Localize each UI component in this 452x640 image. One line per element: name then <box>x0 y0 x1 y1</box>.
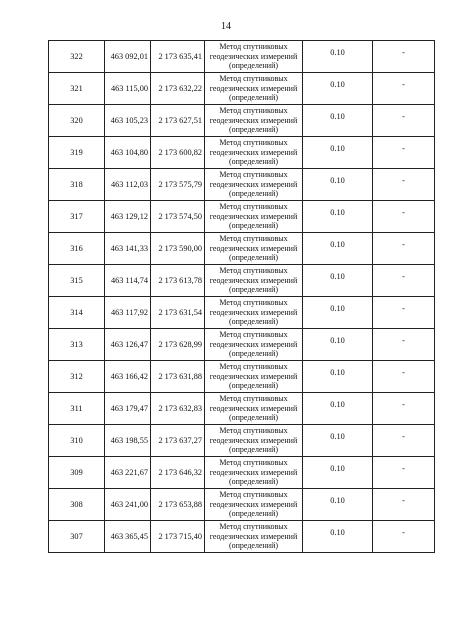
extra-cell-text: - <box>402 367 405 377</box>
point-number-cell: 315 <box>49 265 105 297</box>
x-coordinate-cell: 463 126,47 <box>105 329 151 361</box>
x-coordinate-cell: 463 112,03 <box>105 169 151 201</box>
table-row <box>49 73 435 105</box>
table-row <box>49 201 435 233</box>
y-coordinate-cell: 2 173 631,88 <box>151 361 205 393</box>
accuracy-cell-text: 0.10 <box>330 367 345 377</box>
x-coordinate-cell: 463 198,55 <box>105 425 151 457</box>
extra-cell <box>373 233 435 265</box>
extra-cell-text: - <box>402 239 405 249</box>
method-cell: Метод спутниковых геодезических измерений (определений) <box>205 41 303 73</box>
extra-cell-text: - <box>402 335 405 345</box>
accuracy-cell-text: 0.10 <box>330 527 345 537</box>
accuracy-cell <box>303 233 373 265</box>
accuracy-cell <box>303 329 373 361</box>
y-coordinate-cell: 2 173 637,27 <box>151 425 205 457</box>
extra-cell <box>373 265 435 297</box>
y-coordinate-cell: 2 173 590,00 <box>151 233 205 265</box>
extra-cell <box>373 361 435 393</box>
extra-cell <box>373 489 435 521</box>
x-coordinate-cell: 463 179,47 <box>105 393 151 425</box>
extra-cell-text: - <box>402 303 405 313</box>
extra-cell <box>373 393 435 425</box>
coordinates-table <box>48 40 435 553</box>
coordinates-table-body <box>49 41 435 553</box>
y-coordinate-cell: 2 173 646,32 <box>151 457 205 489</box>
method-cell: Метод спутниковых геодезических измерений (определений) <box>205 361 303 393</box>
point-number-cell: 318 <box>49 169 105 201</box>
x-coordinate-cell: 463 241,00 <box>105 489 151 521</box>
y-coordinate-cell: 2 173 715,40 <box>151 521 205 553</box>
point-number-cell: 322 <box>49 41 105 73</box>
accuracy-cell <box>303 105 373 137</box>
y-coordinate-cell: 2 173 653,88 <box>151 489 205 521</box>
accuracy-cell-text: 0.10 <box>330 79 345 89</box>
accuracy-cell-text: 0.10 <box>330 111 345 121</box>
table-row <box>49 297 435 329</box>
extra-cell <box>373 425 435 457</box>
accuracy-cell <box>303 73 373 105</box>
y-coordinate-cell: 2 173 574,50 <box>151 201 205 233</box>
accuracy-cell-text: 0.10 <box>330 207 345 217</box>
point-number-cell: 313 <box>49 329 105 361</box>
extra-cell <box>373 297 435 329</box>
extra-cell-text: - <box>402 495 405 505</box>
accuracy-cell <box>303 457 373 489</box>
x-coordinate-cell: 463 104,80 <box>105 137 151 169</box>
y-coordinate-cell: 2 173 635,41 <box>151 41 205 73</box>
extra-cell-text: - <box>402 79 405 89</box>
extra-cell <box>373 105 435 137</box>
extra-cell-text: - <box>402 399 405 409</box>
point-number-cell: 310 <box>49 425 105 457</box>
method-cell: Метод спутниковых геодезических измерений (определений) <box>205 73 303 105</box>
accuracy-cell-text: 0.10 <box>330 303 345 313</box>
x-coordinate-cell: 463 117,92 <box>105 297 151 329</box>
extra-cell-text: - <box>402 143 405 153</box>
extra-cell-text: - <box>402 431 405 441</box>
extra-cell-text: - <box>402 207 405 217</box>
page-number: 14 <box>221 21 231 32</box>
table-row <box>49 41 435 73</box>
accuracy-cell-text: 0.10 <box>330 399 345 409</box>
y-coordinate-cell: 2 173 628,99 <box>151 329 205 361</box>
table-row <box>49 489 435 521</box>
table-row <box>49 361 435 393</box>
extra-cell-text: - <box>402 271 405 281</box>
point-number-cell: 309 <box>49 457 105 489</box>
method-cell: Метод спутниковых геодезических измерений (определений) <box>205 457 303 489</box>
table-row <box>49 169 435 201</box>
point-number-cell: 314 <box>49 297 105 329</box>
x-coordinate-cell: 463 221,67 <box>105 457 151 489</box>
y-coordinate-cell: 2 173 632,83 <box>151 393 205 425</box>
x-coordinate-cell: 463 129,12 <box>105 201 151 233</box>
table-row <box>49 137 435 169</box>
accuracy-cell <box>303 489 373 521</box>
point-number-cell: 316 <box>49 233 105 265</box>
point-number-cell: 311 <box>49 393 105 425</box>
accuracy-cell <box>303 425 373 457</box>
x-coordinate-cell: 463 105,23 <box>105 105 151 137</box>
method-cell: Метод спутниковых геодезических измерений (определений) <box>205 265 303 297</box>
accuracy-cell <box>303 521 373 553</box>
x-coordinate-cell: 463 092,01 <box>105 41 151 73</box>
extra-cell <box>373 73 435 105</box>
extra-cell-text: - <box>402 47 405 57</box>
extra-cell <box>373 457 435 489</box>
method-cell: Метод спутниковых геодезических измерений (определений) <box>205 169 303 201</box>
table-row <box>49 233 435 265</box>
extra-cell <box>373 41 435 73</box>
x-coordinate-cell: 463 365,45 <box>105 521 151 553</box>
method-cell: Метод спутниковых геодезических измерений (определений) <box>205 521 303 553</box>
accuracy-cell <box>303 265 373 297</box>
accuracy-cell <box>303 201 373 233</box>
accuracy-cell-text: 0.10 <box>330 335 345 345</box>
extra-cell-text: - <box>402 111 405 121</box>
x-coordinate-cell: 463 115,00 <box>105 73 151 105</box>
method-cell: Метод спутниковых геодезических измерений (определений) <box>205 329 303 361</box>
method-cell: Метод спутниковых геодезических измерений (определений) <box>205 393 303 425</box>
point-number-cell: 307 <box>49 521 105 553</box>
point-number-cell: 321 <box>49 73 105 105</box>
accuracy-cell <box>303 41 373 73</box>
accuracy-cell <box>303 169 373 201</box>
accuracy-cell <box>303 297 373 329</box>
y-coordinate-cell: 2 173 631,54 <box>151 297 205 329</box>
y-coordinate-cell: 2 173 613,78 <box>151 265 205 297</box>
accuracy-cell <box>303 137 373 169</box>
table-row <box>49 105 435 137</box>
point-number-cell: 312 <box>49 361 105 393</box>
extra-cell <box>373 329 435 361</box>
method-cell: Метод спутниковых геодезических измерений (определений) <box>205 233 303 265</box>
method-cell: Метод спутниковых геодезических измерений (определений) <box>205 297 303 329</box>
y-coordinate-cell: 2 173 632,22 <box>151 73 205 105</box>
extra-cell <box>373 169 435 201</box>
accuracy-cell-text: 0.10 <box>330 431 345 441</box>
accuracy-cell <box>303 361 373 393</box>
x-coordinate-cell: 463 166,42 <box>105 361 151 393</box>
extra-cell-text: - <box>402 175 405 185</box>
table-row <box>49 425 435 457</box>
table-row <box>49 329 435 361</box>
table-row <box>49 521 435 553</box>
y-coordinate-cell: 2 173 600,82 <box>151 137 205 169</box>
point-number-cell: 317 <box>49 201 105 233</box>
table-row <box>49 457 435 489</box>
extra-cell <box>373 137 435 169</box>
extra-cell-text: - <box>402 527 405 537</box>
method-cell: Метод спутниковых геодезических измерений (определений) <box>205 137 303 169</box>
method-cell: Метод спутниковых геодезических измерений (определений) <box>205 105 303 137</box>
accuracy-cell-text: 0.10 <box>330 143 345 153</box>
accuracy-cell-text: 0.10 <box>330 495 345 505</box>
method-cell: Метод спутниковых геодезических измерений (определений) <box>205 201 303 233</box>
point-number-cell: 308 <box>49 489 105 521</box>
method-cell: Метод спутниковых геодезических измерений (определений) <box>205 425 303 457</box>
extra-cell <box>373 201 435 233</box>
accuracy-cell-text: 0.10 <box>330 175 345 185</box>
method-cell: Метод спутниковых геодезических измерений (определений) <box>205 489 303 521</box>
x-coordinate-cell: 463 141,33 <box>105 233 151 265</box>
point-number-cell: 319 <box>49 137 105 169</box>
table-row <box>49 393 435 425</box>
point-number-cell: 320 <box>49 105 105 137</box>
y-coordinate-cell: 2 173 627,51 <box>151 105 205 137</box>
accuracy-cell-text: 0.10 <box>330 463 345 473</box>
y-coordinate-cell: 2 173 575,79 <box>151 169 205 201</box>
extra-cell <box>373 521 435 553</box>
extra-cell-text: - <box>402 463 405 473</box>
accuracy-cell-text: 0.10 <box>330 47 345 57</box>
x-coordinate-cell: 463 114,74 <box>105 265 151 297</box>
accuracy-cell-text: 0.10 <box>330 239 345 249</box>
accuracy-cell-text: 0.10 <box>330 271 345 281</box>
accuracy-cell <box>303 393 373 425</box>
table-row <box>49 265 435 297</box>
